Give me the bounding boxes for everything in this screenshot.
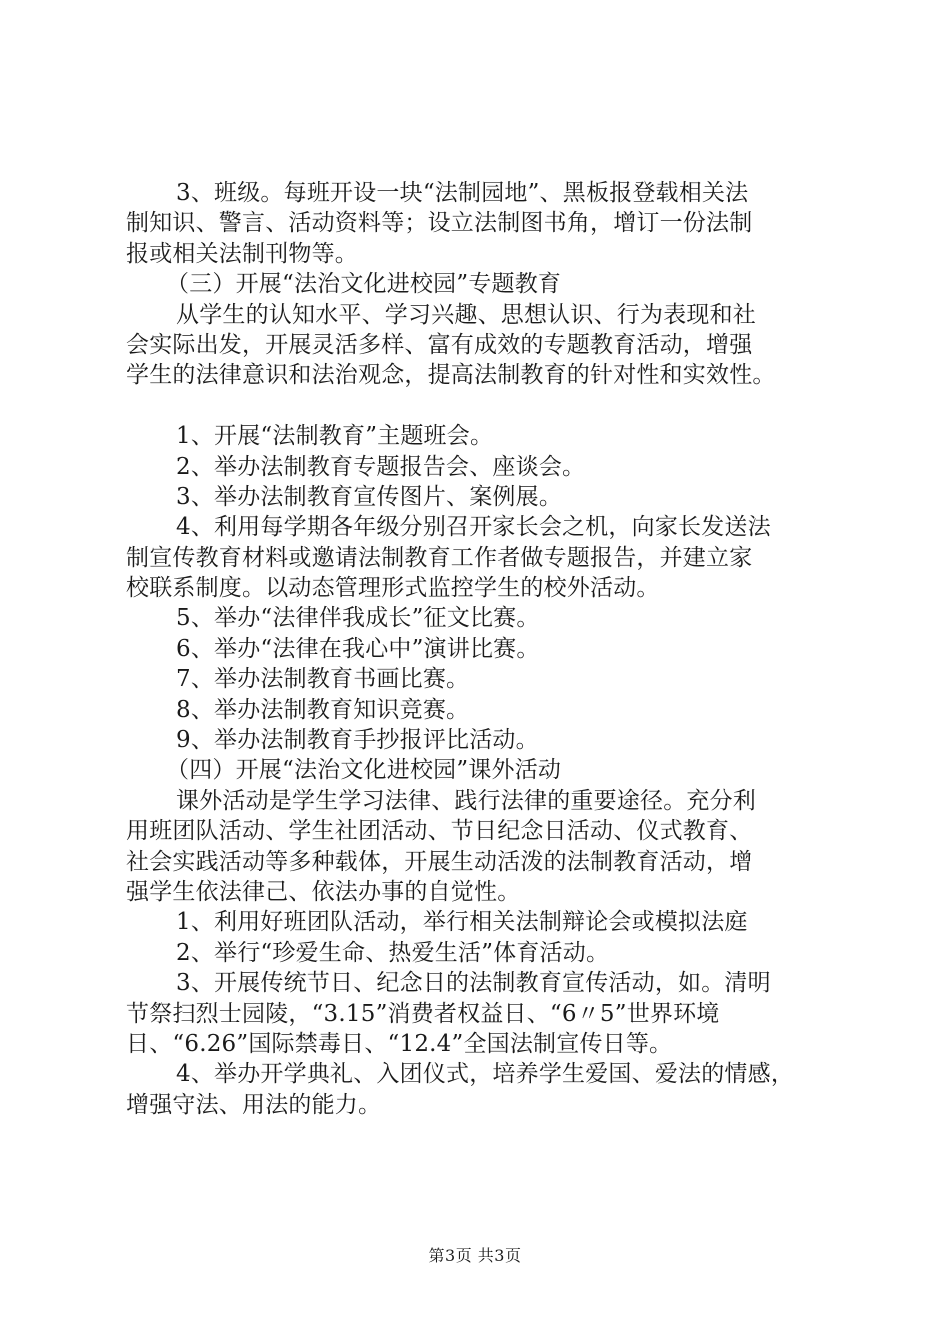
text-line: 3、班级。每班开设一块“法制园地”、黑板报登载相关法 xyxy=(176,180,749,206)
text-line: 社会实践活动等多种载体，开展生动活泼的法制教育活动，增 xyxy=(126,848,753,875)
text-line: 节祭扫烈士园陵，“3.15”消费者权益日、“6〃5”世界环境 xyxy=(126,1000,720,1027)
text-line: 1、开展“法制教育”主题班会。 xyxy=(176,423,494,450)
text-line: 会实际出发，开展灵活多样、富有成效的专题教育活动，增强 xyxy=(126,331,753,358)
text-line: 5、举办“法律伴我成长”征文比赛。 xyxy=(176,605,540,632)
text-line: 7、举办法制教育书画比赛。 xyxy=(176,666,470,693)
page-footer: 第3页 共3页 xyxy=(428,1246,522,1265)
text-line: 1、利用好班团队活动，举行相关法制辩论会或模拟法庭 xyxy=(176,909,748,936)
text-line: 制知识、警言、活动资料等；设立法制图书角，增订一份法制 xyxy=(126,210,753,237)
text-line: 3、开展传统节日、纪念日的法制教育宣传活动，如。清明 xyxy=(176,970,771,997)
document-body xyxy=(126,178,846,1120)
text-line: 4、举办开学典礼、入团仪式，培养学生爱国、爱法的情感， xyxy=(176,1061,795,1088)
text-line: 3、举办法制教育宣传图片、案例展。 xyxy=(176,483,563,510)
text-line: 校联系制度。以动态管理形式监控学生的校外活动。 xyxy=(126,575,660,602)
text-line: 9、举办法制教育手抄报评比活动。 xyxy=(176,727,539,754)
text-line: 2、举行“珍爱生命、热爱生活”体育活动。 xyxy=(176,939,610,966)
text-line: 8、举办法制教育知识竞赛。 xyxy=(176,696,470,723)
text-line: 用班团队活动、学生社团活动、节日纪念日活动、仪式教育、 xyxy=(126,818,753,845)
text-line: 增强守法、用法的能力。 xyxy=(126,1091,382,1118)
text-line: 报或相关法制刊物等。 xyxy=(126,240,358,267)
text-line: 4、利用每学期各年级分别召开家长会之机，向家长发送法 xyxy=(176,514,771,541)
text-line: 学生的法律意识和法治观念，提高法制教育的针对性和实效性。 xyxy=(126,362,776,389)
text-line: 强学生依法律己、依法办事的自觉性。 xyxy=(126,878,521,905)
text-line: （四）开展“法治文化进校园”课外活动 xyxy=(166,757,562,784)
text-line: 课外活动是学生学习法律、践行法律的重要途径。充分利 xyxy=(176,787,756,814)
text-line: （三）开展“法治文化进校园”专题教育 xyxy=(166,271,562,298)
text-line: 制宣传教育材料或邀请法制教育工作者做专题报告，并建立家 xyxy=(126,544,753,571)
paragraph-gap xyxy=(126,391,846,421)
text-line: 6、举办“法律在我心中”演讲比赛。 xyxy=(176,635,540,662)
text-line: 日、“6.26”国际禁毒日、“12.4”全国法制宣传日等。 xyxy=(126,1030,673,1057)
text-line: 2、举办法制教育专题报告会、座谈会。 xyxy=(176,453,586,480)
text-line: 从学生的认知水平、学习兴趣、思想认识、行为表现和社 xyxy=(176,301,756,328)
